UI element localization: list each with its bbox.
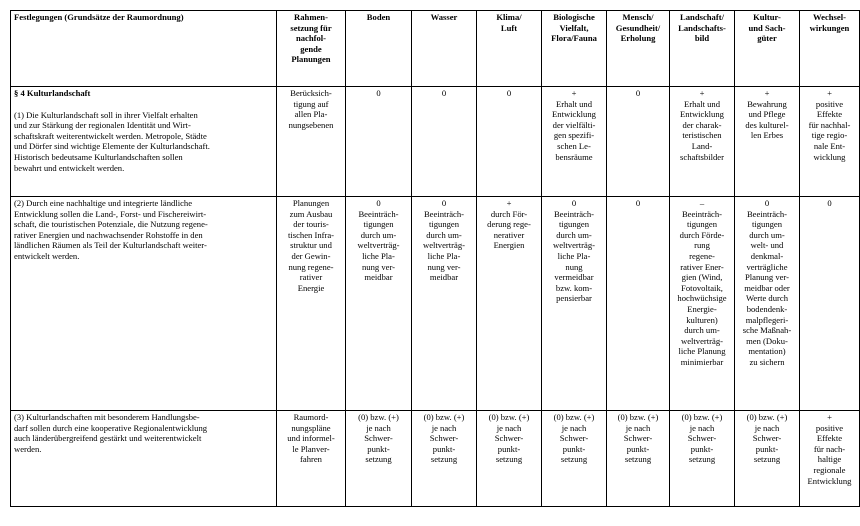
rating-cell: 0 <box>607 197 670 411</box>
rating-cell: Raumord- nungspläne und informel- le Planver- fahren <box>277 411 346 507</box>
header-row <box>11 11 860 87</box>
rating-cell: (0) bzw. (+) je nach Schwer- punkt- setzung <box>477 411 542 507</box>
header-landschaft: Landschaft/ Landschafts- bild <box>670 11 735 87</box>
festlegung-cell <box>11 197 277 411</box>
rating-cell: + positive Effekte für nach- haltige regionale Entwicklung <box>800 411 860 507</box>
rating-cell: + Bewahrung und Pflege des kulturel- len Erbes <box>735 87 800 197</box>
rating-cell: (0) bzw. (+) je nach Schwer- punkt- setzung <box>735 411 800 507</box>
rating-cell: 0 Beeinträch- tigungen durch um- weltverträg- liche Pla- nung vermeidbar bzw. kom- pensierbar <box>542 197 607 411</box>
rating-cell: 0 Beeinträch- tigungen durch um- weltverträg- liche Pla- nung ver- meidbar <box>412 197 477 411</box>
table-row <box>11 87 860 197</box>
rating-cell: + Erhalt und Entwicklung der charak- teristischen Land- schaftsbilder <box>670 87 735 197</box>
section-heading: § 4 Kulturlandschaft <box>14 88 91 98</box>
header-klima-luft: Klima/ Luft <box>477 11 542 87</box>
rating-cell: (0) bzw. (+) je nach Schwer- punkt- setzung <box>412 411 477 507</box>
table-row <box>11 411 860 507</box>
rating-cell: 0 Beeinträch- tigungen durch um- welt- und denkmal- verträgliche Planung ver- meidbar oder Werte durch bodendenk- malpflegeri- sche Maßnah- men (Doku- mentation) zu sichern <box>735 197 800 411</box>
header-kultur-sachgueter: Kultur- und Sach- güter <box>735 11 800 87</box>
assessment-table <box>10 10 860 507</box>
rating-cell: (0) bzw. (+) je nach Schwer- punkt- setzung <box>607 411 670 507</box>
table-row <box>11 197 860 411</box>
rating-cell: 0 Beeinträch- tigungen durch um- weltverträg- liche Pla- nung ver- meidbar <box>346 197 412 411</box>
rating-cell: (0) bzw. (+) je nach Schwer- punkt- setzung <box>346 411 412 507</box>
document-page <box>10 10 860 507</box>
rating-cell: 0 <box>412 87 477 197</box>
festlegung-text: (3) Kulturlandschaften mit besonderem Handlungsbe- darf sollen durch eine kooperative Regionalentwicklung auch länderübergreifend gestärkt und weiterentwickelt werden. <box>14 412 208 454</box>
rating-cell: 0 <box>477 87 542 197</box>
festlegung-text: (1) Die Kulturlandschaft soll in ihrer Vielfalt erhalten und zur Stärkung der regionalen Identität und Wirt- schaftskraft weiterentwickelt werden. Metropole, Städte und Dörfer sind wichtige Elemente der Kulturlandschaft. Historisch bedeutsame Kulturlandschaften sollen bewahrt und entwickelt werden. <box>14 109 210 173</box>
header-boden: Boden <box>346 11 412 87</box>
rating-cell: (0) bzw. (+) je nach Schwer- punkt- setzung <box>670 411 735 507</box>
header-rahmensetzung: Rahmen- setzung für nachfol- gende Planungen <box>277 11 346 87</box>
festlegung-cell <box>11 411 277 507</box>
header-mensch-gesundheit: Mensch/ Gesundheit/ Erholung <box>607 11 670 87</box>
rating-cell: 0 <box>607 87 670 197</box>
rating-cell: + positive Effekte für nachhal- tige regio- nale Ent- wicklung <box>800 87 860 197</box>
rating-cell: + durch För- derung rege- nerativer Energien <box>477 197 542 411</box>
festlegung-text: (2) Durch eine nachhaltige und integrierte ländliche Entwicklung sollen die Land-, Forst- und Fischereiwirt- schaft, die touristischen Potenziale, die Nutzung regene- rativer Energien und nachwachsender Rohstoffe in den ländlichen Räumen als Teil der Kulturlandschaft weiter- entwickelt werden. <box>14 198 208 261</box>
rating-cell: Planungen zum Ausbau der touris- tischen Infra- struktur und der Gewin- nung regene- rativer Energie <box>277 197 346 411</box>
rating-cell: (0) bzw. (+) je nach Schwer- punkt- setzung <box>542 411 607 507</box>
header-wechselwirkungen: Wechsel- wirkungen <box>800 11 860 87</box>
header-biologische-vielfalt: Biologische Vielfalt, Flora/Fauna <box>542 11 607 87</box>
header-wasser: Wasser <box>412 11 477 87</box>
rating-cell: 0 <box>346 87 412 197</box>
rating-cell: 0 <box>800 197 860 411</box>
rating-cell: – Beeinträch- tigungen durch Förde- rung regene- rativer Ener- gien (Wind, Fotovoltaik, hochwüchsige Energie- kulturen) durch um- weltverträg- liche Planung minimierbar <box>670 197 735 411</box>
rating-cell: Berücksich- tigung auf allen Pla- nungsebenen <box>277 87 346 197</box>
rating-cell: + Erhalt und Entwicklung der vielfälti- gen spezifi- schen Le- bensräume <box>542 87 607 197</box>
header-festlegungen: Festlegungen (Grundsätze der Raumordnung) <box>11 11 277 87</box>
festlegung-cell <box>11 87 277 197</box>
